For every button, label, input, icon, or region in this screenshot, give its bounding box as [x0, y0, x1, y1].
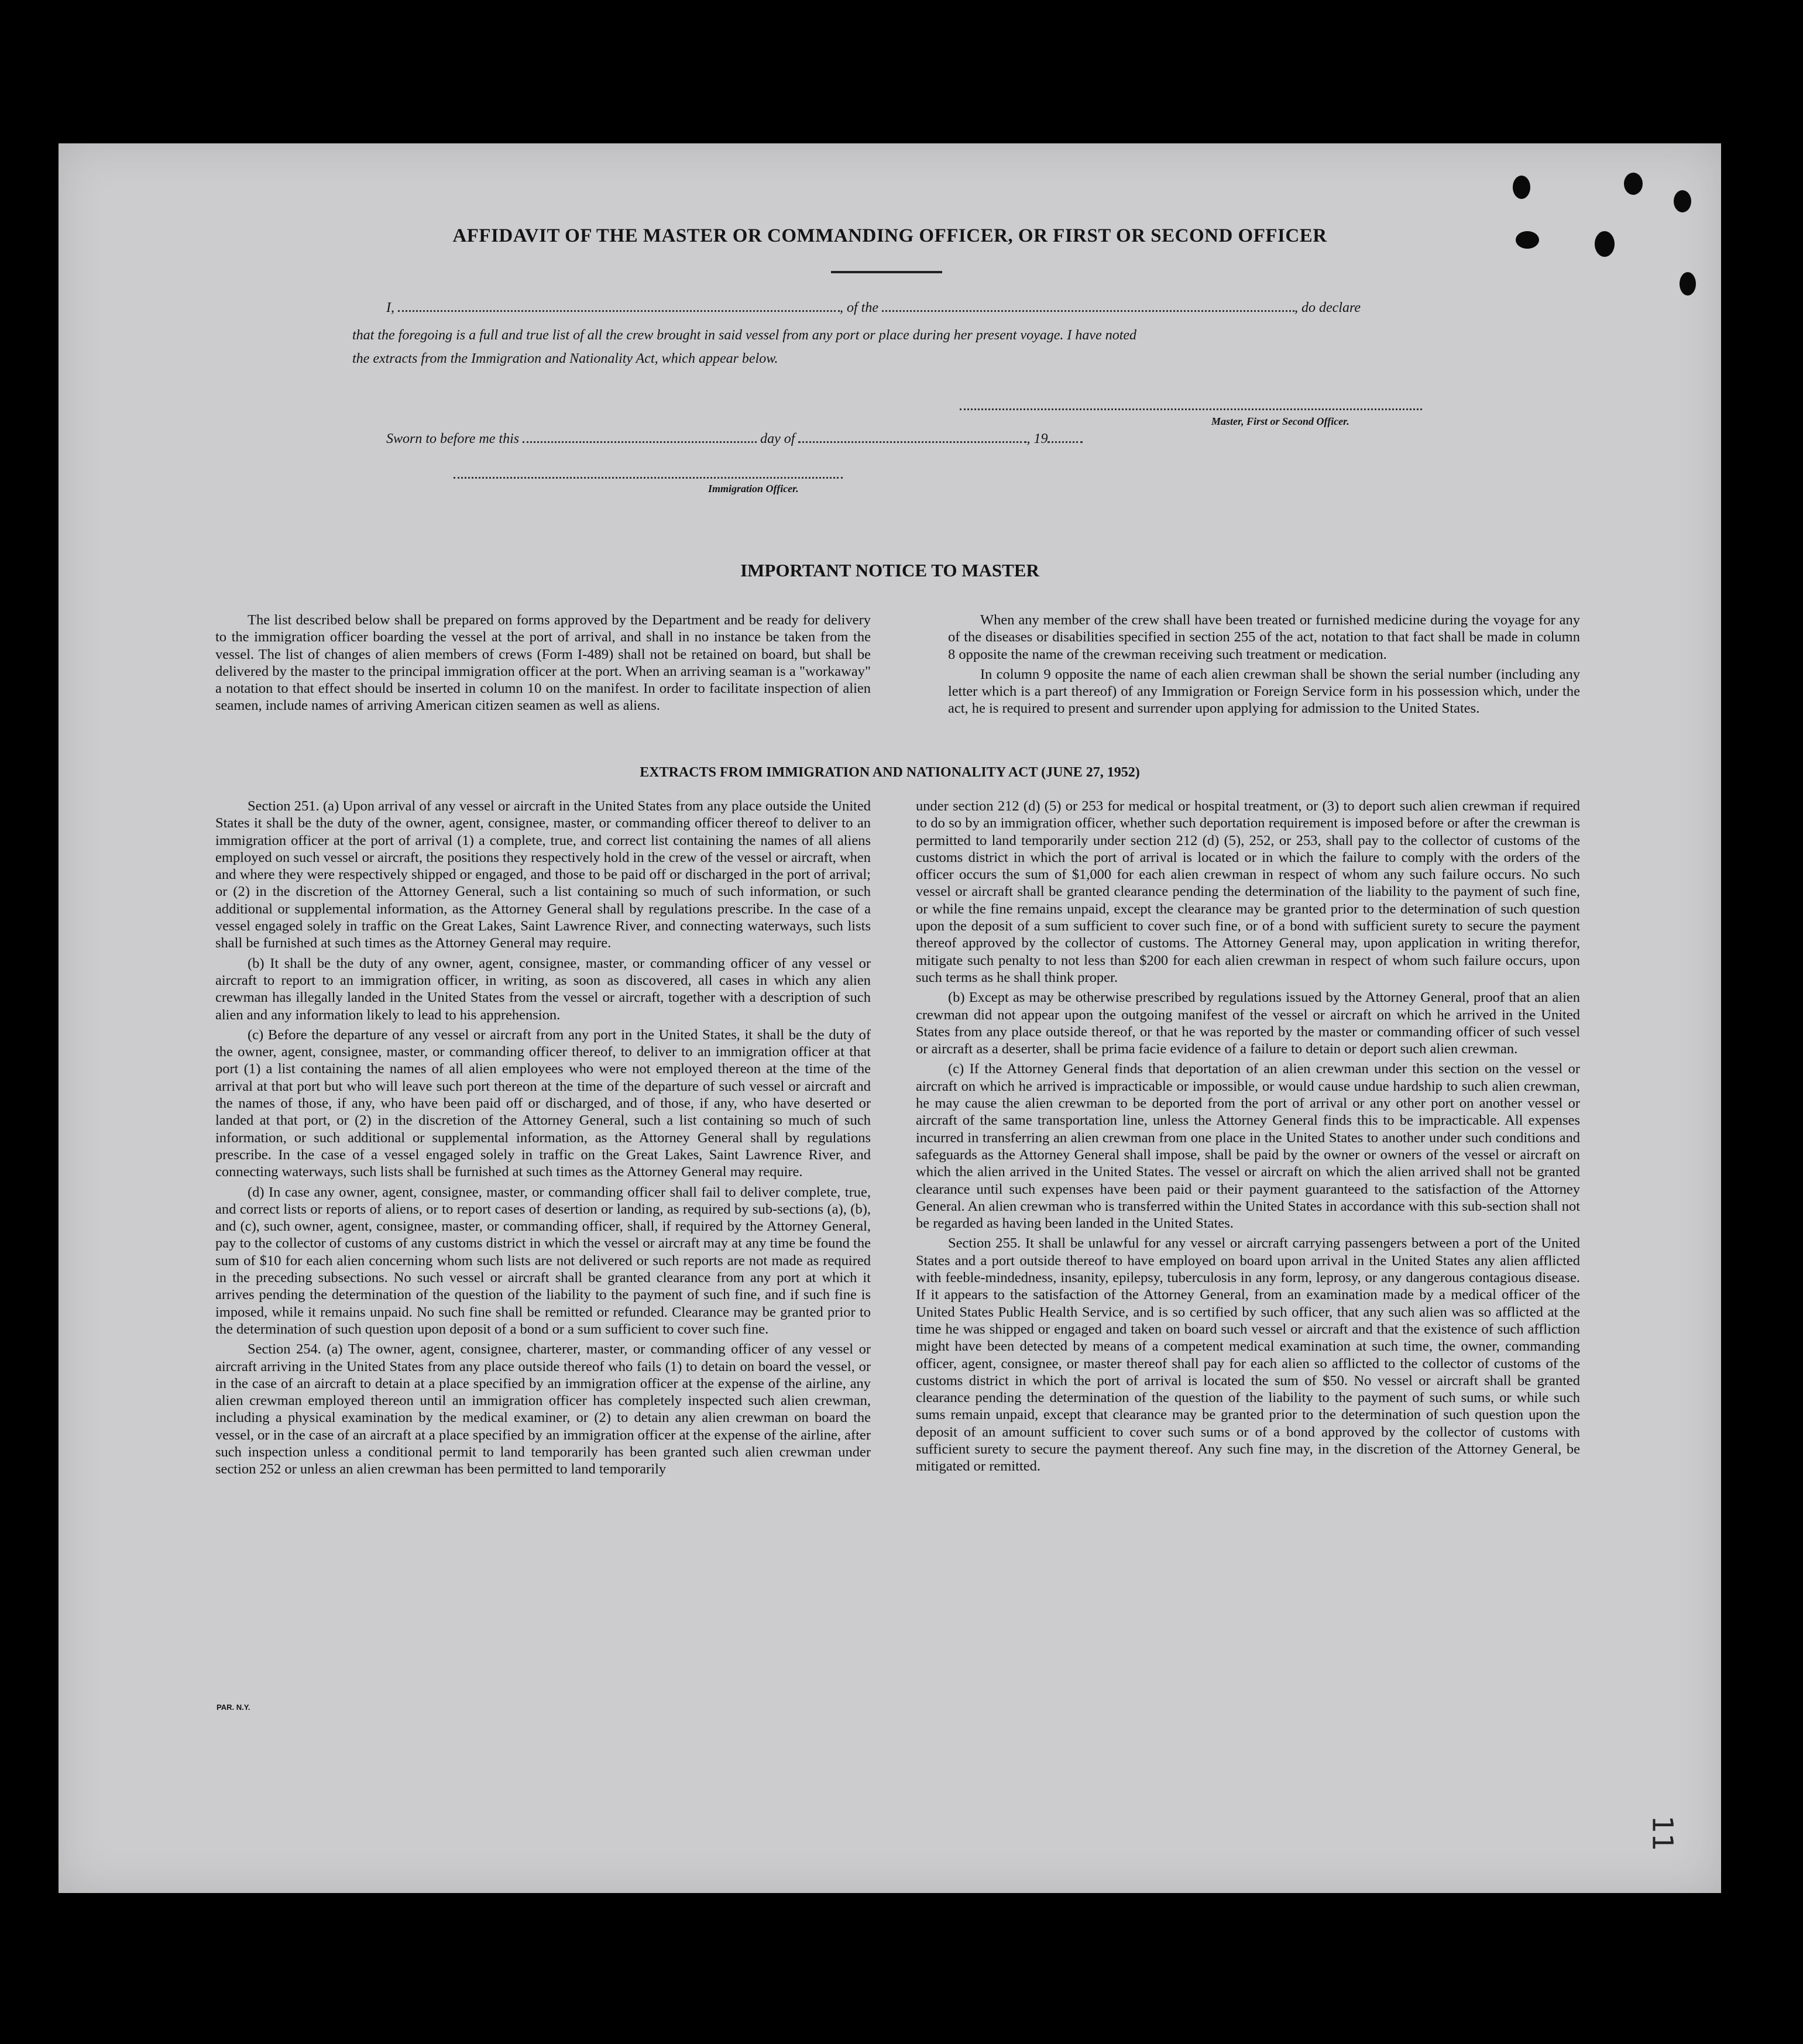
declaration-line-3: the extracts from the Immigration and Nationality Act, which appear below. — [352, 351, 778, 366]
year-prefix-label: , 19 — [1026, 431, 1048, 446]
section-255: Section 255. It shall be unlawful for any vessel or aircraft carrying passengers between a port of the United States and a port outside thereof to have employed on board upon arrival in the United States any alien afflicted with feeble-mindedness, insanity, epilepsy, tuberculosis in any form, leprosy, or any dangerous contagious disease. If it appears to the satisfaction of the Attorney General, from an examination made by a medical officer of the United States Public Health Service, and is so certified by such officer, that any such alien was so afflicted at the time he was shipped or engaged and taken on board such vessel or aircraft and that the existence of such affliction might have been detected by means of a competent medical examination at such time, the owner, commanding officer, agent, consignee, or master thereof shall pay for each alien so afflicted to the collector of customs of the customs district in which the port of arrival is located the sum of $50. No vessel or aircraft shall be granted clearance pending the determination of the question of the liability to the payment of such sums, or while such sums remain unpaid, except that clearance may be granted prior to the determination of such question upon the deposit of an amount sufficient to cover such sums or of a bond approved by the collector of customs with sufficient surety to secure the payment thereof. Any such fine may, in the discretion of the Attorney General, be mitigated or remitted. — [916, 1235, 1580, 1475]
of-the-label: , of the — [840, 300, 878, 315]
master-caption: Master, First or Second Officer. — [1211, 415, 1349, 427]
document-page — [59, 143, 1721, 1893]
section-251-b: (b) It shall be the duty of any owner, agent, consignee, master, or commanding officer of any vessel or aircraft to report to an immigration officer, in writing, as soon as discovered, all cases in which any alien crewman has illegally landed in the United States from the vessel or aircraft, together with a description of such alien and any information likely to lead to his apprehension. — [215, 955, 871, 1023]
immigration-officer-signature-line[interactable] — [454, 477, 843, 479]
punch-hole — [1513, 176, 1530, 199]
notice-right-column — [948, 612, 1580, 720]
section-254-b: (b) Except as may be otherwise prescribed by regulations issued by the Attorney General, proof that an alien crewman did not appear upon the outgoing manifest of the vessel or aircraft on which he arrived in the United States from any place outside thereof, or that he was reported by the master or commanding officer of such vessel or aircraft as a deserter, shall be prima facie evidence of a failure to detain or deport such alien crewman. — [916, 990, 1580, 1057]
section-251-c: (c) Before the departure of any vessel or aircraft from any port in the United States, it shall be the duty of the owner, agent, consignee, master, or commanding officer thereof, to deliver to an immigration officer at that port (1) a list containing the names of all alien employees who were not employed thereon at the time of the arrival at that port but who will leave such port thereon at the time of the departure of such vessel or aircraft and the names of those, if any, who have been paid off or discharged, and of those, if any, who have deserted or landed at that port, or (2) in the discretion of the Attorney General, such a list containing so much of such information, or such additional or supplemental information, as the Attorney General shall by regulations prescribe. In the case of a vessel engaged solely in traffic on the Great Lakes, Saint Lawrence River, and connecting waterways, such lists shall be furnished at such times as the Attorney General may require. — [215, 1026, 871, 1180]
declare-label: , do declare — [1294, 300, 1361, 315]
section-254-c: (c) If the Attorney General finds that deportation of an alien crewman under this section on the vessel or aircraft on which he arrived is impracticable or impossible, or would cause undue hardship to such alien crewman, he may cause the alien crewman to be deported from the port of arrival or any other port on another vessel or aircraft of the same transportation line, unless the Attorney General finds this to be impracticable. All expenses incurred in transferring an alien crewman from one place in the United States to another under such conditions and safeguards as the Attorney General shall impose, shall be paid by the owner or owners of the vessel or aircraft on which the alien arrived in the United States. The vessel or aircraft on which the alien arrived shall not be granted clearance until such expenses have been paid or their payment guaranteed to the satisfaction of the Attorney General. An alien crewman who is transferred within the United States in accordance with this sub-section shall not be regarded as having been landed in the United States. — [916, 1061, 1580, 1232]
notice-left-paragraph: The list described below shall be prepared on forms approved by the Department and be ready for delivery to the immigration officer boarding the vessel at the port of arrival, and shall in no instance be taken from the vessel. The list of changes of alien members of crews (Form I-489) shall not be retained on board, but shall be delivered by the master to the principal immigration officer at the port. When an arriving seaman is a "workaway" a notation to that effect should be inserted in column 10 on the manifest. In order to facilitate inspection of alien seamen, include names of arriving American citizen seamen as well as aliens. — [215, 612, 871, 714]
printer-mark: PAR. N.Y. — [217, 1703, 250, 1712]
sworn-year-field[interactable] — [1048, 441, 1083, 443]
section-251-d: (d) In case any owner, agent, consignee, master, or commanding officer shall fail to deliver complete, true, and correct lists or reports of aliens, or to report cases of desertion or landing, as required by sub-sections (a), (b), and (c), such owner, agent, consignee, master, or commanding officer, shall, if required by the Attorney General, pay to the collector of customs of any customs district in which the vessel or aircraft may at any time be found the sum of $10 for each alien concerning whom such lists are not delivered or such reports are not made as required in the preceding subsections. No such vessel or aircraft shall be granted clearance from any port at which it arrives pending the determination of the question of the liability to the payment of such fine, and if such fine is imposed, while it remains unpaid. No such fine shall be remitted or refunded. Clearance may be granted prior to the determination of such question upon deposit of a bond or a sum sufficient to cover such fine. — [215, 1184, 871, 1337]
sworn-day-field[interactable] — [523, 441, 757, 443]
section-254-a: Section 254. (a) The owner, agent, consignee, charterer, master, or commanding officer of any vessel or aircraft arriving in the United States from any place outside thereof who fails (1) to detain on board the vessel, or in the case of an aircraft to detain at a place specified by an immigration officer at the expense of the airline, any alien crewman employed thereon until an immigration officer has completely inspected such alien crewman, including a physical examination by the medical examiner, or (2) to detain any alien crewman on board the vessel, or in the case of an aircraft at a place specified by an immigration officer at the expense of the airline, after such inspection unless a conditional permit to land temporarily has been granted such alien crewman under section 252 or unless an alien crewman has been permitted to land temporarily — [215, 1341, 871, 1478]
punch-hole — [1674, 190, 1691, 212]
declarant-label: I, — [386, 300, 394, 315]
extracts-right-column — [916, 798, 1580, 1478]
extracts-title: EXTRACTS FROM IMMIGRATION AND NATIONALITY ACT (JUNE 27, 1952) — [640, 765, 1140, 780]
declaration-line-1 — [386, 300, 1361, 316]
section-254-a-continued: under section 212 (d) (5) or 253 for medical or hospital treatment, or (3) to deport such alien crewman if required to do so by an immigration officer, whether such deportation requirement is imposed before or after the crewman is permitted to land temporarily under section 212 (d) (5), 252, or 253, shall pay to the collector of customs of the customs district in which the port of arrival is located or in which the failure to comply with the orders of the officer occurs the sum of $1,000 for each alien crewman in respect of whom any such failure occurs. No such vessel or aircraft shall be granted clearance pending the determination of the liability to the payment of such fine, or while the fine remains unpaid, except the clearance may be granted prior to the determination of such question upon the deposit of a sum sufficient to cover such fine, or of a bond with sufficient surety to secure the payment thereof approved by the collector of customs. The Attorney General may, upon application in writing therefor, mitigate such penalty to not less than $200 for each alien crewman in respect of whom such failure occurs, upon such terms as he shall think proper. — [916, 798, 1580, 985]
declaration-line-2: that the foregoing is a full and true list of all the crew brought in said vessel from any port or place during her present voyage. I have noted — [352, 328, 1137, 343]
sworn-line — [386, 431, 1083, 447]
day-of-label: day of — [760, 431, 795, 446]
punch-hole — [1624, 173, 1643, 195]
extracts-left-column — [215, 798, 871, 1481]
sworn-label: Sworn to before me this — [386, 431, 520, 446]
punch-hole — [1680, 272, 1696, 296]
notice-right-paragraph-2: In column 9 opposite the name of each alien crewman shall be shown the serial number (including any letter which is a part thereof) of any Immigration or Foreign Service form in his possession which, under the act, he is required to present and surrender upon applying for admission to the United States. — [948, 666, 1580, 717]
section-251-a: Section 251. (a) Upon arrival of any vessel or aircraft in the United States from any place outside the United States it shall be the duty of the owner, agent, consignee, master, or commanding officer thereof to deliver to an immigration officer at the port of arrival (1) a complete, true, and correct list containing the names of all aliens employed on such vessel or aircraft, the positions they respectively hold in the crew of the vessel or aircraft, when and where they were respectively shipped or engaged, and those to be paid off or discharged in the port of arrival; or (2) in the discretion of the Attorney General, such a list containing so much of such information, or such additional or supplemental information, as the Attorney General shall by regulations prescribe. In the case of a vessel engaged solely in traffic on the Great Lakes, Saint Lawrence River, and connecting waterways, such lists shall be furnished at such times as the Attorney General may require. — [215, 798, 871, 951]
page-number-mark: 11 — [1646, 1815, 1679, 1851]
notice-left-column — [215, 612, 871, 717]
affidavit-title: AFFIDAVIT OF THE MASTER OR COMMANDING OFFICER, OR FIRST OR SECOND OFFICER — [452, 225, 1327, 246]
declarant-name-field[interactable] — [398, 310, 840, 312]
notice-right-paragraph-1: When any member of the crew shall have been treated or furnished medicine during the voyage for any of the diseases or disabilities specified in section 255 of the act, notation to that fact shall be made in column 8 opposite the name of the crewman receiving such treatment or medication. — [948, 612, 1580, 662]
master-signature-line[interactable] — [960, 408, 1422, 410]
immigration-officer-caption: Immigration Officer. — [708, 483, 799, 494]
vessel-name-field[interactable] — [882, 310, 1294, 312]
notice-title: IMPORTANT NOTICE TO MASTER — [740, 560, 1039, 580]
sworn-month-field[interactable] — [798, 441, 1026, 443]
title-rule — [831, 271, 942, 273]
